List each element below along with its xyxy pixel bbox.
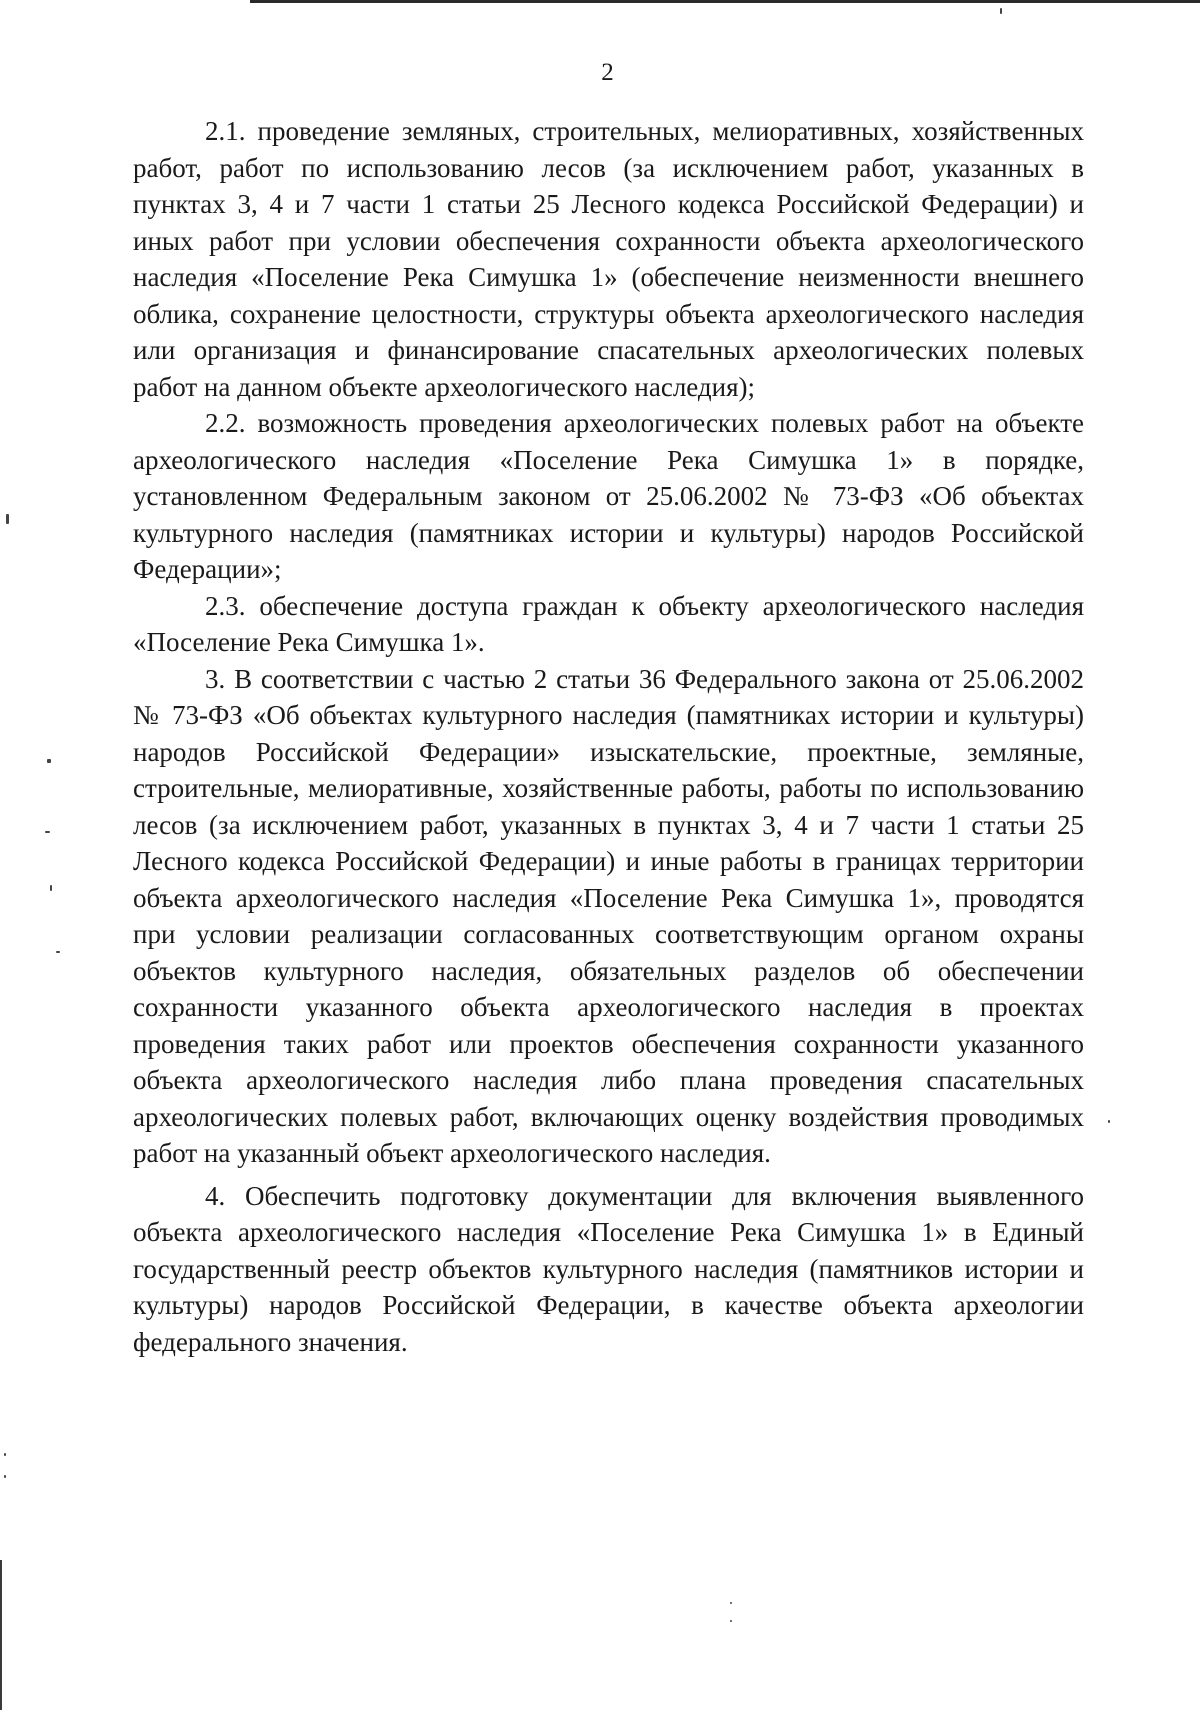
scan-speck [6,514,9,524]
scan-speck [1000,8,1002,14]
scan-border-top [250,0,1200,3]
scan-speck [1108,1120,1110,1123]
scan-speck [4,1475,6,1478]
paragraph-2-2: 2.2. возможность проведения археологических полевых работ на объекте археологического наследия «Поселение Река Симушка 1» в порядке, установленном Федеральным законом от 25.06.2002 № 73-ФЗ «Об объектах культурного наследия (памятниках истории и культуры) народов Российской Федерации»; [133,408,1084,584]
paragraph-3: 3. В соответствии с частью 2 статьи 36 Федерального закона от 25.06.2002 № 73-ФЗ «Об объектах культурного наследия (памятниках истории и культуры) народов Российской Федерации» изыскательские, проектные, земляные, строительные, мелиоративные, хозяйственные работы, работы по использованию лесов (за исключением работ, указанных в пунктах 3, 4 и 7 части 1 статьи 25 Лесного кодекса Российской Федерации) и иные работы в границах территории объекта археологического наследия «Поселение Река Симушка 1», проводятся при условии реализации согласованных соответствующим органом охраны объектов культурного наследия, обязательных разделов об обеспечении сохранности указанного объекта археологического наследия в проектах проведения таких работ или проектов обеспечения сохранности указанного объекта археологического наследия либо плана проведения спасательных археологических полевых работ, включающих оценку воздействия проводимых работ на указанный объект археологического наследия. [133,663,1084,1168]
scan-speck [4,1453,6,1456]
document-body [133,113,1084,1360]
scan-speck [730,1620,732,1622]
page-number: 2 [601,59,614,86]
scan-speck [56,951,60,953]
paragraph-2-3: 2.3. обеспечение доступа граждан к объекту археологического наследия «Поселение Река Симушка 1». [133,590,1084,657]
scan-speck [45,831,50,833]
paragraph-4: 4. Обеспечить подготовку документации для включения выявленного объекта археологического наследия «Поселение Река Симушка 1» в Единый государственный реестр объектов культурного наследия (памятников истории и культуры) народов Российской Федерации, в качестве объекта археологии федерального значения. [133,1180,1084,1357]
scan-speck [730,1602,732,1604]
scan-speck [50,885,52,891]
scan-border-left [0,1560,2,1710]
paragraph-2-1: 2.1. проведение земляных, строительных, мелиоративных, хозяйственных работ, работ по использованию лесов (за исключением работ, указанных в пунктах 3, 4 и 7 части 1 статьи 25 Лесного кодекса Российской Федерации) и иных работ при условии обеспечения сохранности объекта археологического наследия «Поселение Река Симушка 1» (обеспечение неизменности внешнего облика, сохранение целостности, структуры объекта археологического наследия или организация и финансирование спасательных археологических полевых работ на данном объекте археологического наследия); [133,116,1084,402]
scan-speck [47,759,51,763]
